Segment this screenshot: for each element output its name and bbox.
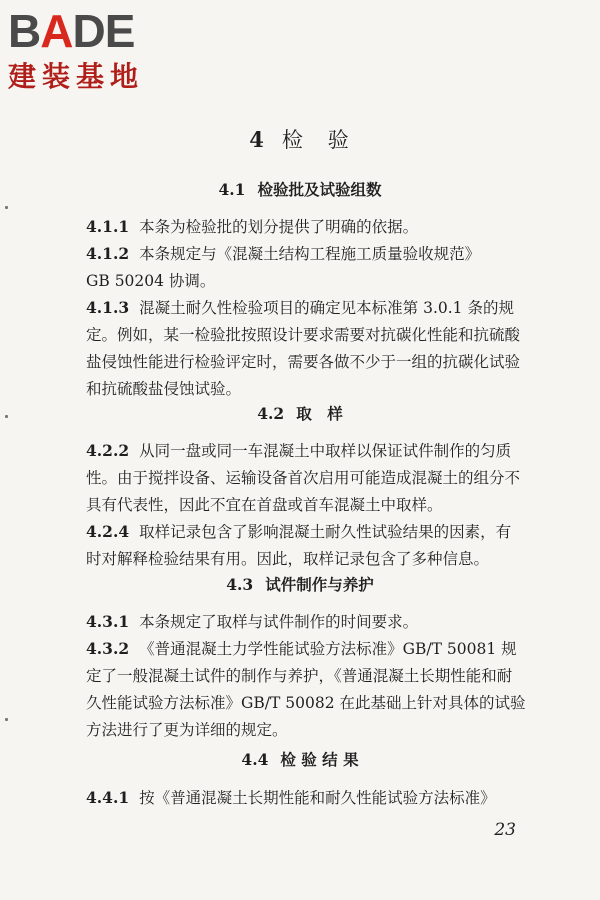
section-title: 取 样: [296, 405, 343, 423]
clause-text: 方法进行了更为详细的规定。: [86, 721, 288, 739]
section-number: 4.2: [257, 404, 285, 423]
clause-text: 《普通混凝土力学性能试验方法标准》GB/T 50081 规: [139, 640, 517, 658]
clause-text: GB 50204 协调。: [86, 272, 216, 290]
clause-4-1-1: [86, 213, 528, 241]
section-heading-4-4: [0, 748, 600, 770]
chapter-number: 4: [249, 127, 266, 152]
clause-text: 性。由于搅拌设备、运输设备首次启用可能造成混凝土的组分不: [86, 469, 521, 487]
clause-4-1-3: [86, 294, 528, 403]
clause-number: 4.1.3: [86, 298, 130, 317]
logo-letters: B: [8, 5, 41, 57]
clause-number: 4.3.1: [86, 612, 130, 631]
section-number: 4.3: [226, 575, 254, 594]
section-heading-4-2: [0, 402, 600, 424]
logo-accent-letter: A: [40, 5, 73, 57]
section-heading-4-1: [0, 178, 600, 200]
clause-text: 混凝土耐久性检验项目的确定见本标准第 3.0.1 条的规: [139, 299, 514, 317]
logo-letters-end: DE: [72, 5, 135, 57]
scan-speck: [5, 718, 8, 721]
scan-speck: [5, 206, 8, 209]
section-title: 试件制作与养护: [265, 576, 374, 594]
clause-text: 本条规定与《混凝土结构工程施工质量验收规范》: [139, 245, 481, 263]
clause-4-3-1: [86, 608, 528, 636]
clause-4-4-1: [86, 784, 528, 812]
scan-speck: [5, 415, 8, 418]
clause-text: 取样记录包含了影响混凝土耐久性试验结果的因素，有: [139, 523, 512, 541]
clause-text: 和抗硫酸盐侵蚀试验。: [86, 380, 242, 398]
section-title: 检 验 结 果: [280, 751, 359, 769]
clause-text: 久性能试验方法标准》GB/T 50082 在此基础上针对具体的试验: [86, 694, 526, 712]
chapter-name: 检 验: [281, 128, 351, 152]
clause-4-1-2: [86, 240, 528, 295]
logo-subtitle: 建装基地: [8, 60, 145, 93]
clause-text: 定。例如，某一检验批按照设计要求需要对抗碳化性能和抗硫酸: [86, 326, 521, 344]
clause-number: 4.2.2: [86, 441, 130, 460]
clause-text: 按《普通混凝土长期性能和耐久性能试验方法标准》: [139, 789, 496, 807]
clause-text: 本条为检验批的划分提供了明确的依据。: [139, 218, 419, 236]
section-number: 4.4: [241, 750, 269, 769]
clause-text: 具有代表性，因此不宜在首盘或首车混凝土中取样。: [86, 496, 443, 514]
clause-text: 从同一盘或同一车混凝土中取样以保证试件制作的匀质: [139, 442, 512, 460]
brand-logo: [8, 6, 178, 96]
clause-number: 4.4.1: [86, 788, 130, 807]
section-title: 检验批及试验组数: [257, 181, 382, 199]
clause-text: 盐侵蚀性能进行检验评定时，需要各做不少于一组的抗碳化试验: [86, 353, 521, 371]
section-heading-4-3: [0, 573, 600, 595]
clause-text: 定了一般混凝土试件的制作与养护，《普通混凝土长期性能和耐: [86, 667, 513, 685]
clause-4-2-2: [86, 437, 528, 519]
section-number: 4.1: [218, 180, 246, 199]
page-number: 23: [494, 820, 516, 840]
clause-text: 时对解释检验结果有用。因此，取样记录包含了多种信息。: [86, 550, 490, 568]
clause-number: 4.1.1: [86, 217, 130, 236]
clause-number: 4.3.2: [86, 639, 130, 658]
logo-wordmark: [8, 6, 178, 56]
clause-4-3-2: [86, 635, 528, 744]
clause-number: 4.2.4: [86, 522, 130, 541]
clause-4-2-4: [86, 518, 528, 573]
chapter-title: [0, 124, 600, 154]
clause-number: 4.1.2: [86, 244, 130, 263]
clause-text: 本条规定了取样与试件制作的时间要求。: [139, 613, 419, 631]
